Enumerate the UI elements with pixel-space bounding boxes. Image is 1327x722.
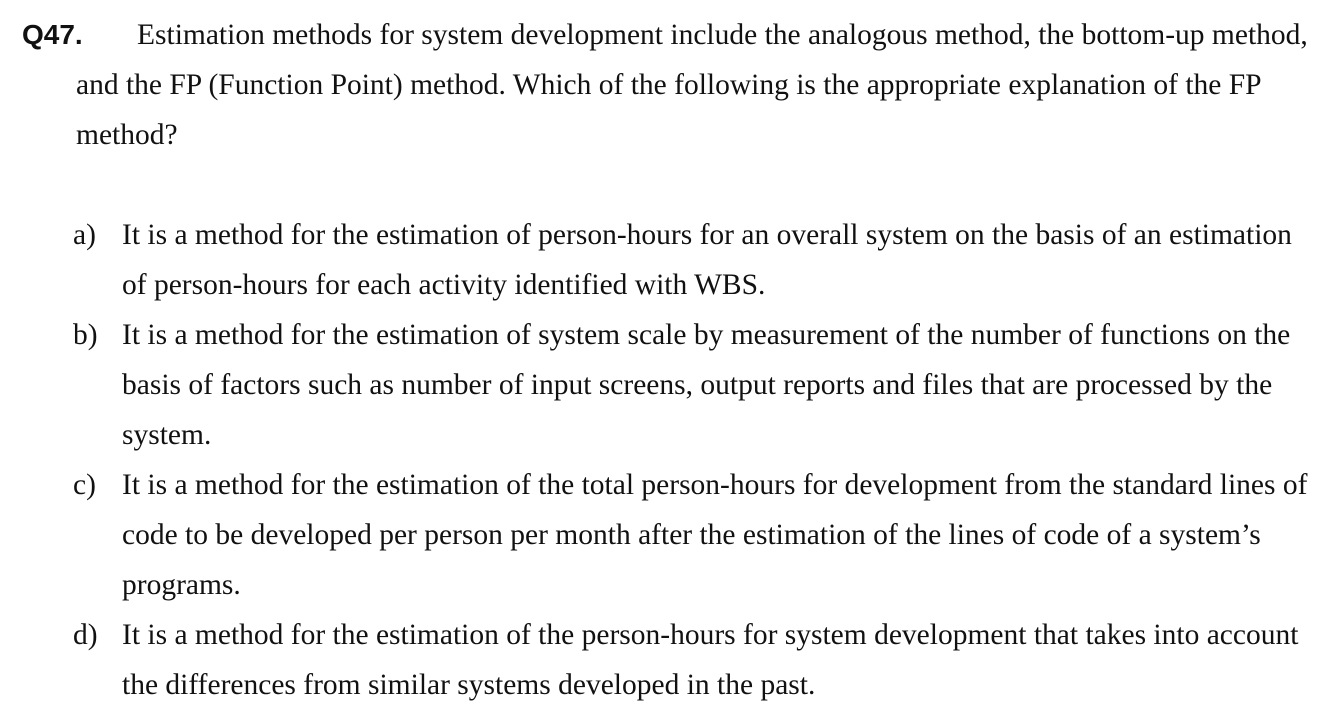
option-text: It is a method for the estimation of the person-hours for system development that takes into account the differences from similar systems developed in the past. xyxy=(122,619,1299,701)
option-letter: b) xyxy=(73,319,98,351)
option-text: It is a method for the estimation of system scale by measurement of the number of functions on the basis of factors such as number of input screens, output reports and files that are processed by the system. xyxy=(122,319,1291,451)
option-letter: a) xyxy=(73,219,96,251)
option-a xyxy=(0,210,1322,310)
option-b xyxy=(0,310,1322,460)
option-letter: d) xyxy=(73,619,98,651)
option-letter: c) xyxy=(73,469,96,501)
option-c xyxy=(0,460,1322,610)
question-number: Q47. xyxy=(22,19,83,50)
option-d xyxy=(0,610,1322,710)
answer-options xyxy=(0,210,1327,710)
option-text: It is a method for the estimation of the total person-hours for development from the standard lines of code to be developed per person per month after the estimation of the lines of code of a system’s programs. xyxy=(122,469,1308,601)
option-text: It is a method for the estimation of person-hours for an overall system on the basis of an estimation of person-hours for each activity identified with WBS. xyxy=(122,219,1292,301)
question-stem: Estimation methods for system development include the analogous method, the bottom-up method, and the FP (Function Point) method. Which of the following is the appropriate explanation of the FP method? xyxy=(76,19,1308,151)
